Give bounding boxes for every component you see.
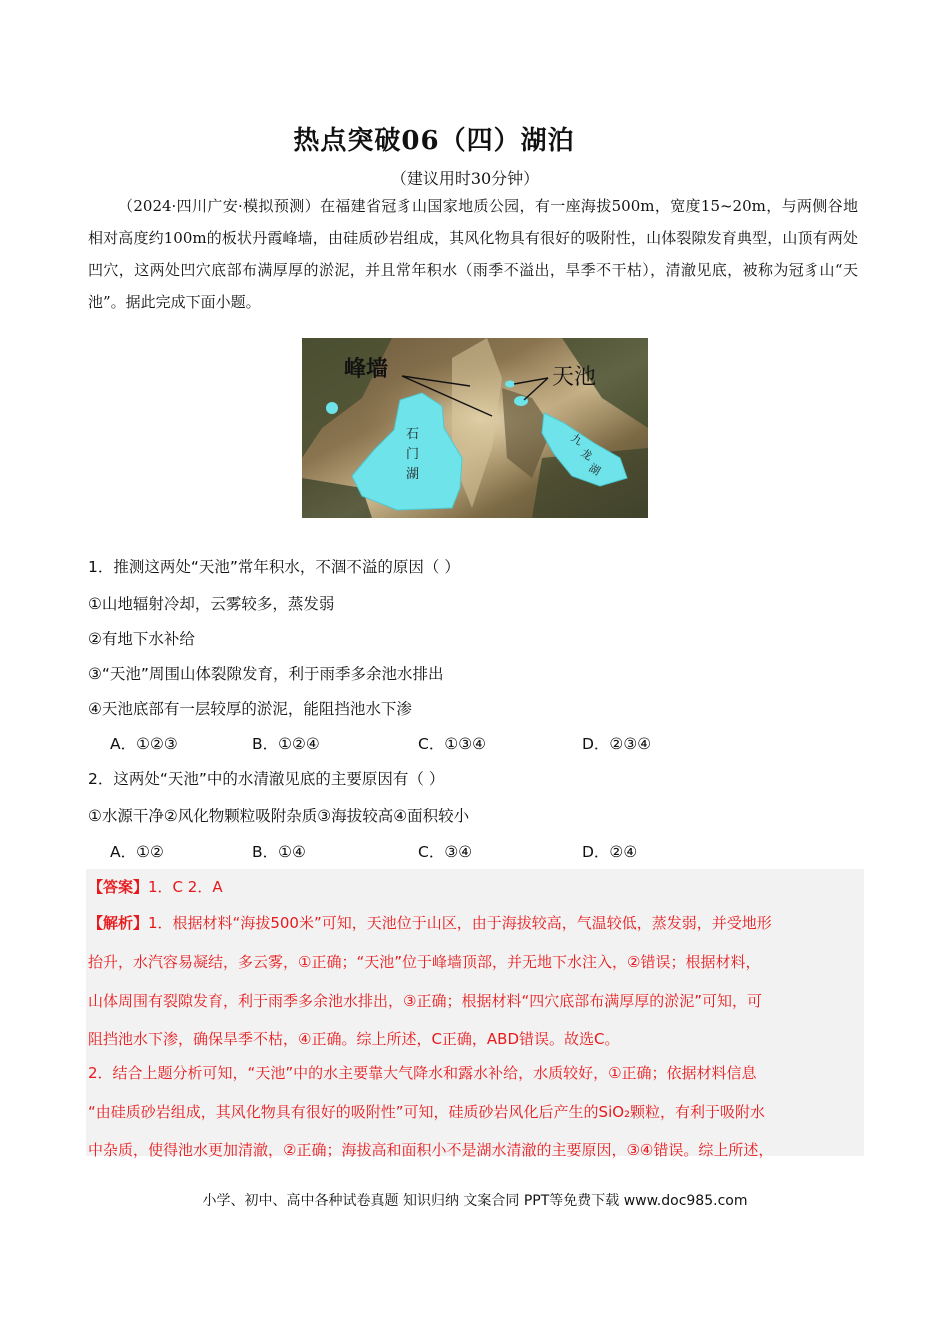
page-subtitle: （建议用时30分钟） xyxy=(390,169,540,188)
answer-line xyxy=(88,876,223,897)
analysis-line-5: 2．结合上题分析可知，“天池”中的水主要靠大气降水和露水补给，水质较好，①正确；依据材料信息 xyxy=(88,1064,757,1082)
tianchi-map-image xyxy=(302,338,648,518)
reading-passage: （2024·四川广安·模拟预测）在福建省冠豸山国家地质公园，有一座海拔500m，宽度15~20m，与两侧谷地相对高度约100m的板状丹霞峰墙，由硅质砂岩组成，其风化物具有很好的吸附性，山体裂隙发育典型，山顶有两处凹穴，这两处凹穴底部布满厚厚的淤泥，并且常年积水（雨季不溢出，旱季不干枯），清澈见底，被称为冠豸山“天池”。据此完成下面小题。 xyxy=(88,197,858,311)
q2-option-c: C．③④ xyxy=(418,843,473,861)
analysis-line-2: 抬升，水汽容易凝结，多云雾，①正确；“天池”位于峰墙顶部，并无地下水注入，②错误；根据材料， xyxy=(88,953,761,971)
small-pond xyxy=(326,402,338,414)
label-feng-qiang: 峰墙 xyxy=(344,356,389,381)
label-shimen-3: 湖 xyxy=(406,467,420,482)
analysis-line-3: 山体周围有裂隙发育，利于雨季多余池水排出，③正确；根据材料“四穴底部布满厚厚的淤泥”可知，可 xyxy=(88,992,762,1010)
analysis-line-1 xyxy=(88,912,772,933)
q1-item-3: ③“天池”周围山体裂隙发育，利于雨季多余池水排出 xyxy=(88,665,444,683)
q1-item-2: ②有地下水补给 xyxy=(88,630,195,648)
label-jiulong-3: 湖 xyxy=(586,461,603,479)
terrain-map xyxy=(302,338,648,518)
label-tianchi: 天池 xyxy=(552,364,597,389)
q1-option-c: C．①③④ xyxy=(418,735,487,753)
q1-option-d: D．②③④ xyxy=(582,735,652,753)
label-shimen-1: 石 xyxy=(406,427,420,442)
q2-option-d: D．②④ xyxy=(582,843,638,861)
page-footer: 小学、初中、高中各种试卷真题 知识归纳 文案合同 PPT等免费下载 www.doc985.com xyxy=(202,1193,748,1209)
q1-item-4: ④天池底部有一层较厚的淤泥，能阻挡池水下渗 xyxy=(88,700,412,718)
analysis-line-6: “由硅质砂岩组成，其风化物具有很好的吸附性”可知，硅质砂岩风化后产生的SiO₂颗粒，有利于吸附水 xyxy=(88,1103,766,1121)
analysis-line-4: 阻挡池水下渗，确保旱季不枯，④正确。综上所述，C正确，ABD错误。故选C。 xyxy=(88,1030,620,1048)
q2-option-a: A．①② xyxy=(110,843,164,861)
label-jiulong-2: 龙 xyxy=(578,446,595,464)
answer-tag: 【答案】 xyxy=(88,878,149,896)
q2-option-b: B．①④ xyxy=(252,843,306,861)
analysis-text-1: 1．根据材料“海拔500米”可知，天池位于山区，由于海拔较高，气温较低，蒸发弱，并受地形 xyxy=(148,914,772,932)
q1-item-1: ①山地辐射冷却，云雾较多，蒸发弱 xyxy=(88,595,335,613)
tianchi-pond-1 xyxy=(505,381,515,388)
q1-option-b: B．①②④ xyxy=(252,735,320,753)
label-jiulong-1: 九 xyxy=(568,431,585,449)
analysis-line-7: 中杂质，使得池水更加清澈，②正确；海拔高和面积小不是湖水清澈的主要原因，③④错误。综上所述， xyxy=(88,1141,774,1159)
question-2-stem: 2．这两处“天池”中的水清澈见底的主要原因有（ ） xyxy=(88,770,445,788)
q1-option-a: A．①②③ xyxy=(110,735,178,753)
analysis-tag: 【解析】 xyxy=(88,914,149,932)
answer-text: 1．C 2．A xyxy=(148,878,223,896)
label-shimen-2: 门 xyxy=(406,447,420,462)
q2-item-1: ①水源干净②风化物颗粒吸附杂质③海拔较高④面积较小 xyxy=(88,807,470,825)
question-1-stem: 1．推测这两处“天池”常年积水，不涸不溢的原因（ ） xyxy=(88,558,460,576)
page-title: 热点突破06（四）湖泊 xyxy=(293,126,575,156)
